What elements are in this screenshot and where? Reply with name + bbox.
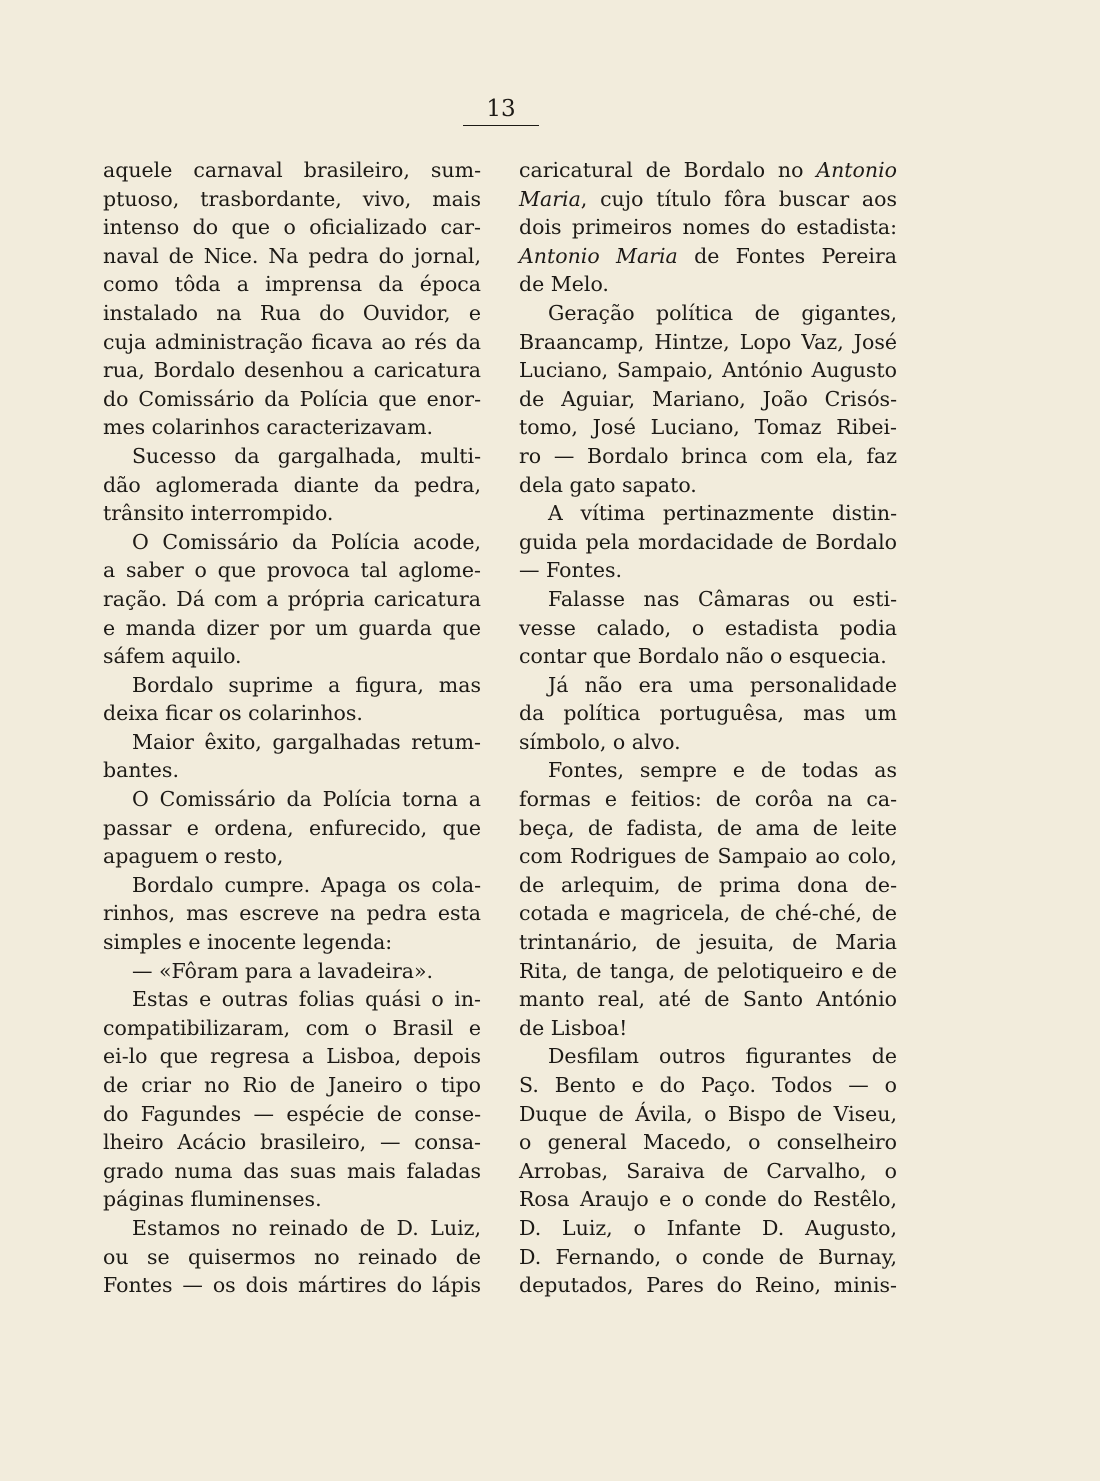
text-line: Bordalo suprime a figura, mas: [132, 672, 481, 697]
text-line: trintanário, de jesuita, de Maria: [519, 930, 897, 955]
text-line: Estas e outras folias quási o in-: [132, 987, 481, 1012]
text-line: de criar no Rio de Janeiro o tipo: [103, 1073, 481, 1097]
text-line: beça, de fadista, de ama de leite: [519, 815, 897, 840]
text-line: D. Fernando, o conde de Burnay,: [519, 1244, 897, 1269]
text-line: compatibilizaram, com o Brasil e: [103, 1015, 481, 1040]
text-line: naval de Nice. Na pedra do jornal,: [103, 243, 481, 268]
text-line: a saber o que provoca tal aglome-: [103, 558, 481, 583]
text-line: apaguem o resto,: [103, 844, 284, 869]
text-line: e manda dizer por um guarda que: [103, 615, 481, 640]
text-line: Bordalo cumpre. Apaga os cola-: [132, 872, 481, 897]
text-line: Arrobas, Saraiva de Carvalho, o: [519, 1158, 897, 1183]
italic-title: Antonio Maria: [519, 243, 678, 268]
text-line: bantes.: [103, 758, 179, 783]
text-line: Rosa Araujo e o conde do Restêlo,: [519, 1187, 897, 1212]
text-line: Maior êxito, gargalhadas retum-: [132, 729, 481, 754]
text-line: grado numa das suas mais faladas: [103, 1158, 481, 1183]
text-line: dela gato sapato.: [519, 472, 697, 497]
text-line: tomo, José Luciano, Tomaz Ribei-: [519, 415, 897, 440]
text-line: Sucesso da gargalhada, multi-: [132, 443, 481, 468]
text-line: de arlequim, de prima dona de-: [519, 872, 897, 897]
text-line: dão aglomerada diante da pedra,: [103, 472, 481, 497]
text-line: rua, Bordalo desenhou a caricatura: [103, 358, 481, 383]
text-line: — Fontes.: [519, 558, 623, 583]
text-line: ei-lo que regresa a Lisboa, depois: [103, 1044, 481, 1069]
text-line: lheiro Acácio brasileiro, — consa-: [103, 1130, 481, 1155]
italic-title: Maria: [519, 186, 581, 211]
text-line: formas e feitios: de corôa na ca-: [519, 787, 897, 812]
left-column: [103, 156, 481, 1300]
text-line: Fontes, sempre e de todas as: [548, 758, 897, 783]
text-line: vesse calado, o estadista podia: [519, 615, 897, 640]
text-line: manto real, até de Santo António: [519, 987, 897, 1012]
text-line: Fontes — os dois mártires do lápis: [103, 1273, 481, 1298]
text-line: do Fagundes — espécie de conse-: [103, 1101, 481, 1126]
text-line: ração. Dá com a própria caricatura: [103, 586, 481, 611]
text-line: instalado na Rua do Ouvidor, e: [103, 300, 481, 325]
text-line: cotada e magricela, de ché-ché, de: [519, 901, 897, 926]
text-line: aquele carnaval brasileiro, sum-: [103, 158, 481, 182]
text-line: A vítima pertinazmente distin-: [548, 501, 897, 526]
text-line: [519, 242, 897, 271]
text-line: ou se quisermos no reinado de: [103, 1244, 481, 1269]
text-line: símbolo, o alvo.: [519, 729, 681, 754]
text-span: , cujo título fôra buscar aos: [580, 186, 897, 211]
text-line: Estamos no reinado de D. Luiz,: [132, 1215, 481, 1240]
text-line: trânsito interrompido.: [103, 501, 334, 526]
right-column: [519, 156, 897, 1300]
text-line: Braancamp, Hintze, Lopo Vaz, José: [519, 329, 897, 354]
text-line: o general Macedo, o conselheiro: [519, 1130, 897, 1155]
text-line: intenso do que o oficializado car-: [103, 215, 481, 240]
text-line: Já não era uma personalidade: [548, 672, 897, 697]
text-span: de Fontes Pereira: [677, 243, 897, 268]
text-line: Rita, de tanga, de pelotiqueiro e de: [519, 958, 897, 983]
text-line: rinhos, mas escreve na pedra esta: [103, 901, 481, 926]
text-line: simples e inocente legenda:: [103, 930, 393, 955]
text-line: [519, 156, 897, 185]
text-line: Luciano, Sampaio, António Augusto: [519, 358, 897, 383]
text-line: contar que Bordalo não o esquecia.: [519, 644, 887, 669]
page-number: 13: [463, 96, 539, 126]
text-line: ptuoso, trasbordante, vivo, mais: [103, 186, 481, 211]
text-line: como tôda a imprensa da época: [103, 272, 481, 297]
text-line: do Comissário da Polícia que enor-: [103, 386, 481, 411]
text-line: deixa ficar os colarinhos.: [103, 701, 363, 726]
text-line: Duque de Ávila, o Bispo de Viseu,: [519, 1101, 897, 1126]
text-line: guida pela mordacidade de Bordalo: [519, 529, 897, 554]
italic-title: Antonio: [816, 158, 897, 182]
text-line: de Aguiar, Mariano, João Crisós-: [519, 386, 897, 411]
text-line: O Comissário da Polícia torna a: [132, 787, 481, 812]
text-line: deputados, Pares do Reino, minis-: [519, 1273, 897, 1298]
text-line: Geração política de gigantes,: [548, 300, 897, 325]
text-line: O Comissário da Polícia acode,: [132, 529, 481, 554]
text-line: de Melo.: [519, 272, 609, 297]
text-line: da política portuguêsa, mas um: [519, 701, 897, 726]
text-line: D. Luiz, o Infante D. Augusto,: [519, 1215, 897, 1240]
text-line: páginas fluminenses.: [103, 1187, 322, 1212]
text-line: sáfem aquilo.: [103, 644, 242, 669]
text-line: ro — Bordalo brinca com ela, faz: [519, 443, 897, 468]
text-line: passar e ordena, enfurecido, que: [103, 815, 481, 840]
text-line: Desfilam outros figurantes de: [548, 1044, 897, 1069]
text-line: S. Bento e do Paço. Todos — o: [519, 1073, 897, 1097]
text-span: caricatural de Bordalo no: [519, 158, 817, 182]
quoted-caption: — «Fôram para a lavadeira».: [132, 958, 434, 983]
text-line: dois primeiros nomes do estadista:: [519, 215, 897, 240]
text-line: mes colarinhos caracterizavam.: [103, 415, 434, 440]
text-line: Falasse nas Câmaras ou esti-: [548, 586, 897, 611]
text-line: de Lisboa!: [519, 1015, 628, 1040]
text-line: [519, 185, 897, 214]
text-line: com Rodrigues de Sampaio ao colo,: [519, 844, 897, 869]
text-line: cuja administração ficava ao rés da: [103, 329, 481, 354]
